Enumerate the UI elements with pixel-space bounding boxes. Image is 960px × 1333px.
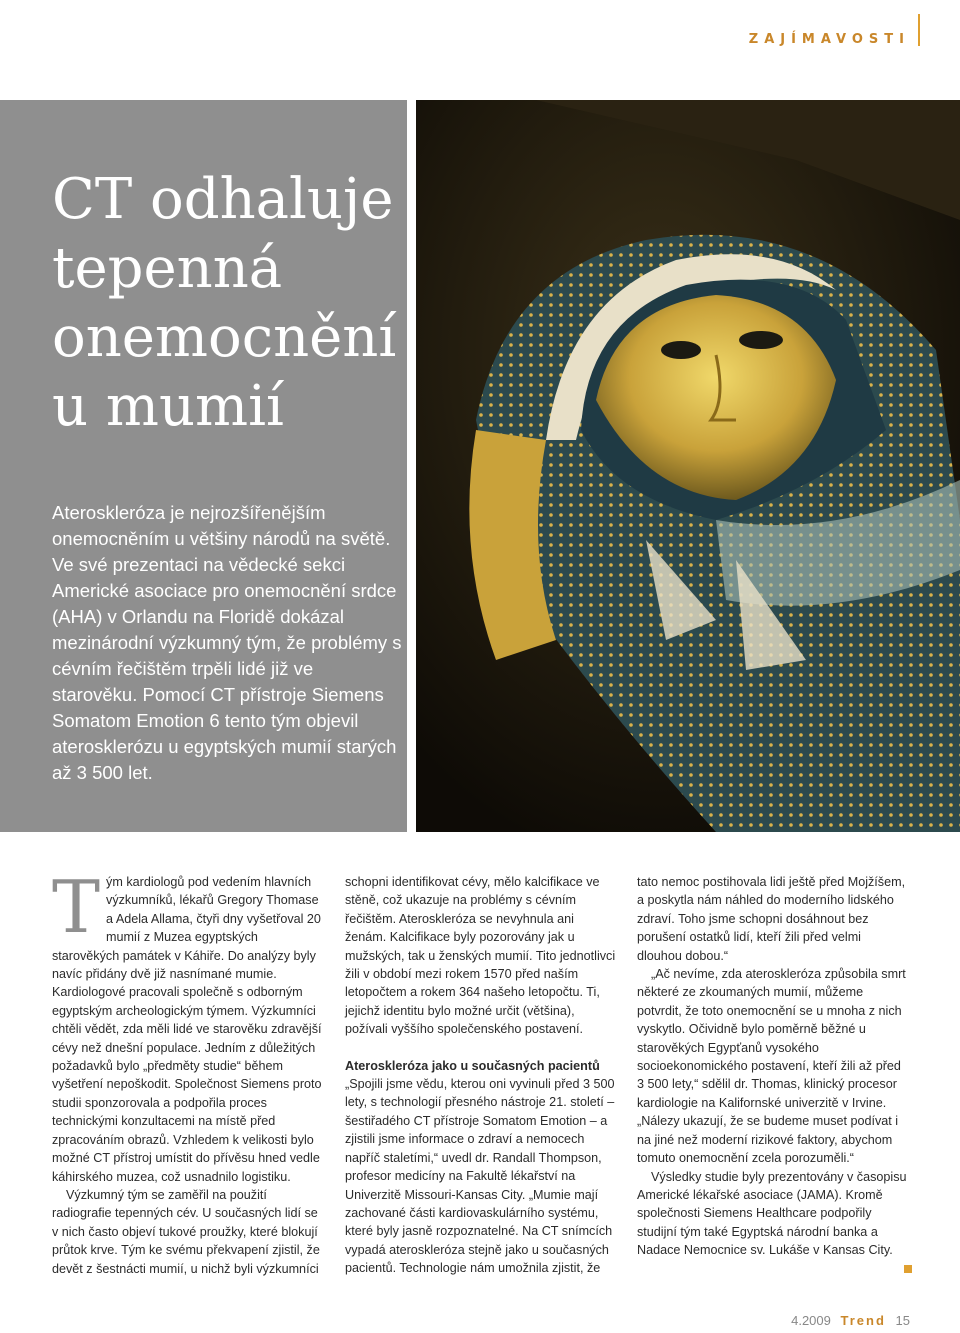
- page-number: 15: [895, 1313, 910, 1328]
- body-paragraph-5: Výsledky studie byly prezentovány v časopisu Americké lékařské asociace (JAMA). Kromě společnosti Siemens Healthcare podpořily studijní tým také Egyptská národní banka a Nadace Nemocnice sv. Lukáše v Kansas City.: [637, 1169, 907, 1258]
- drop-cap: T: [52, 865, 101, 949]
- page-footer: [791, 1313, 910, 1328]
- header-rule: [918, 14, 920, 46]
- body-column-2: [345, 873, 617, 1278]
- body-paragraph-2: Výzkumný tým se zaměřil na použití radiografie tepenných cév. U současných lidí se v nich často objeví tukové proužky, které blokují průtok krve. Tým ke svému překvapení zjistil, že devět z šestnácti mumií, u nichž byli výzkumníci: [52, 1187, 320, 1276]
- end-mark: [904, 1265, 912, 1273]
- intro-paragraph: Ateroskleróza je nejrozšířenějším onemocněním u většiny národů na světě. Ve své prezentaci na vědecké sekci Americké asociace pro onemocnění srdce (AHA) v Orlandu na Floridě dokázal mezinárodní výzkumný tým, že problémy s cévním řečištěm trpěli lidé již ve starověku. Pomocí CT přístroje Siemens Somatom Emotion 6 tento tým objevil aterosklerózu u egyptských mumií starých až 3 500 let.: [52, 502, 402, 783]
- body-paragraph-3-cont: tato nemoc postihovala lidi ještě před Mojžíšem, a poskytla nám náhled do moderního lidského zdraví. Toho jsme schopni dosáhnout bez porušení ostatků lidí, kteří žili před velmi dlouhou dobou.“: [637, 875, 906, 963]
- subhead: Ateroskleróza jako u současných pacientů: [345, 1058, 600, 1073]
- issue-number: 4.2009: [791, 1313, 831, 1328]
- body-paragraph-1: ým kardiologů pod vedením hlavních výzkumníků, lékařů Gregory Thomase a Adela Allama, čtyři dny vyšetřoval 20 mumií z Muzea egyptských starověkých památek v Káhiře. Do analýzy byly navíc přidány dvě již nasnímané mumie. Kardiologové pracovali společně s odborným egyptským archeologickým týmem. Výzkumníci chtěli vědět, zda měli lidé ve starověku zdravější cévy než dnešní populace. Jedním z důležitých požadavků bylo „předměty studie“ během vyšetření nepoškodit. Společnost Siemens proto studii sponzorovala a podpořila proces technickými konzultacemi na místě před zpracováním obrazů. Vzhledem k velikosti bylo možné CT přístroj umístit do přívěsu hned vedle káhirského muzea, což usnadnilo logistiku.: [52, 875, 322, 1184]
- mummy-sarcophagus-photo: [416, 100, 960, 832]
- headline: CT odhaluje tepenná onemocnění u mumií: [52, 167, 397, 439]
- body-paragraph-4: „Ač nevíme, zda ateroskleróza způsobila smrt některé ze zkoumaných mumií, můžeme potvrdit, že toto onemocnění se u mnoha z nich vyskytlo. Očividně bylo poměrně běžné u starověkých Egypťanů vysokého socioekonomického postavení, kteří žili až před 3 500 lety,“ sdělil dr. Thomas, klinický procesor kardiologie na Kalifornské univerzitě v Irvine. „Nálezy ukazují, že se budeme muset podívat i na jiné než moderní rizikové faktory, abychom tomuto onemocnění zcela porozuměli.“: [637, 967, 906, 1166]
- magazine-brand: Trend: [840, 1313, 886, 1328]
- body-paragraph-2-cont: schopni identifikovat cévy, mělo kalcifikace ve stěně, což ukazuje na problémy s cévním řečištěm. Ateroskleróza se nevyhnula ani ženám. Kalcifikace byly pozorovány jak u mužských, tak u ženských mumií. Tito jednotlivci žili v období mezi rokem 1570 před naším letopočtem a rokem 364 našeho letopočtu. Ti, jejichž identitu bylo možné určit (většina), požívali vyššího společenského postavení.: [345, 875, 616, 1037]
- body-paragraph-3: „Spojili jsme vědu, kterou oni vyvinuli před 3 500 lety, s technologií přesného nástroje 21. století – šestiřadého CT přístroje Somatom Emotion – a zjistili jsme informace o zdraví a nemocech napříč staletími,“ uvedl dr. Randall Thompson, profesor medicíny na Fakultě lékařství na Univerzitě Missouri-Kansas City. „Mumie mají zachované části kardiovaskulárního systému, které byly jasně rozpoznatelné. Na CT snímcích vypadá ateroskleróza stejně jako u současných pacientů. Technologie nám umožnila zjistit, že: [345, 1077, 615, 1276]
- section-tag: ZAJÍMAVOSTI: [748, 32, 910, 47]
- body-column-3: [637, 873, 909, 1260]
- body-column-1: [52, 865, 324, 1278]
